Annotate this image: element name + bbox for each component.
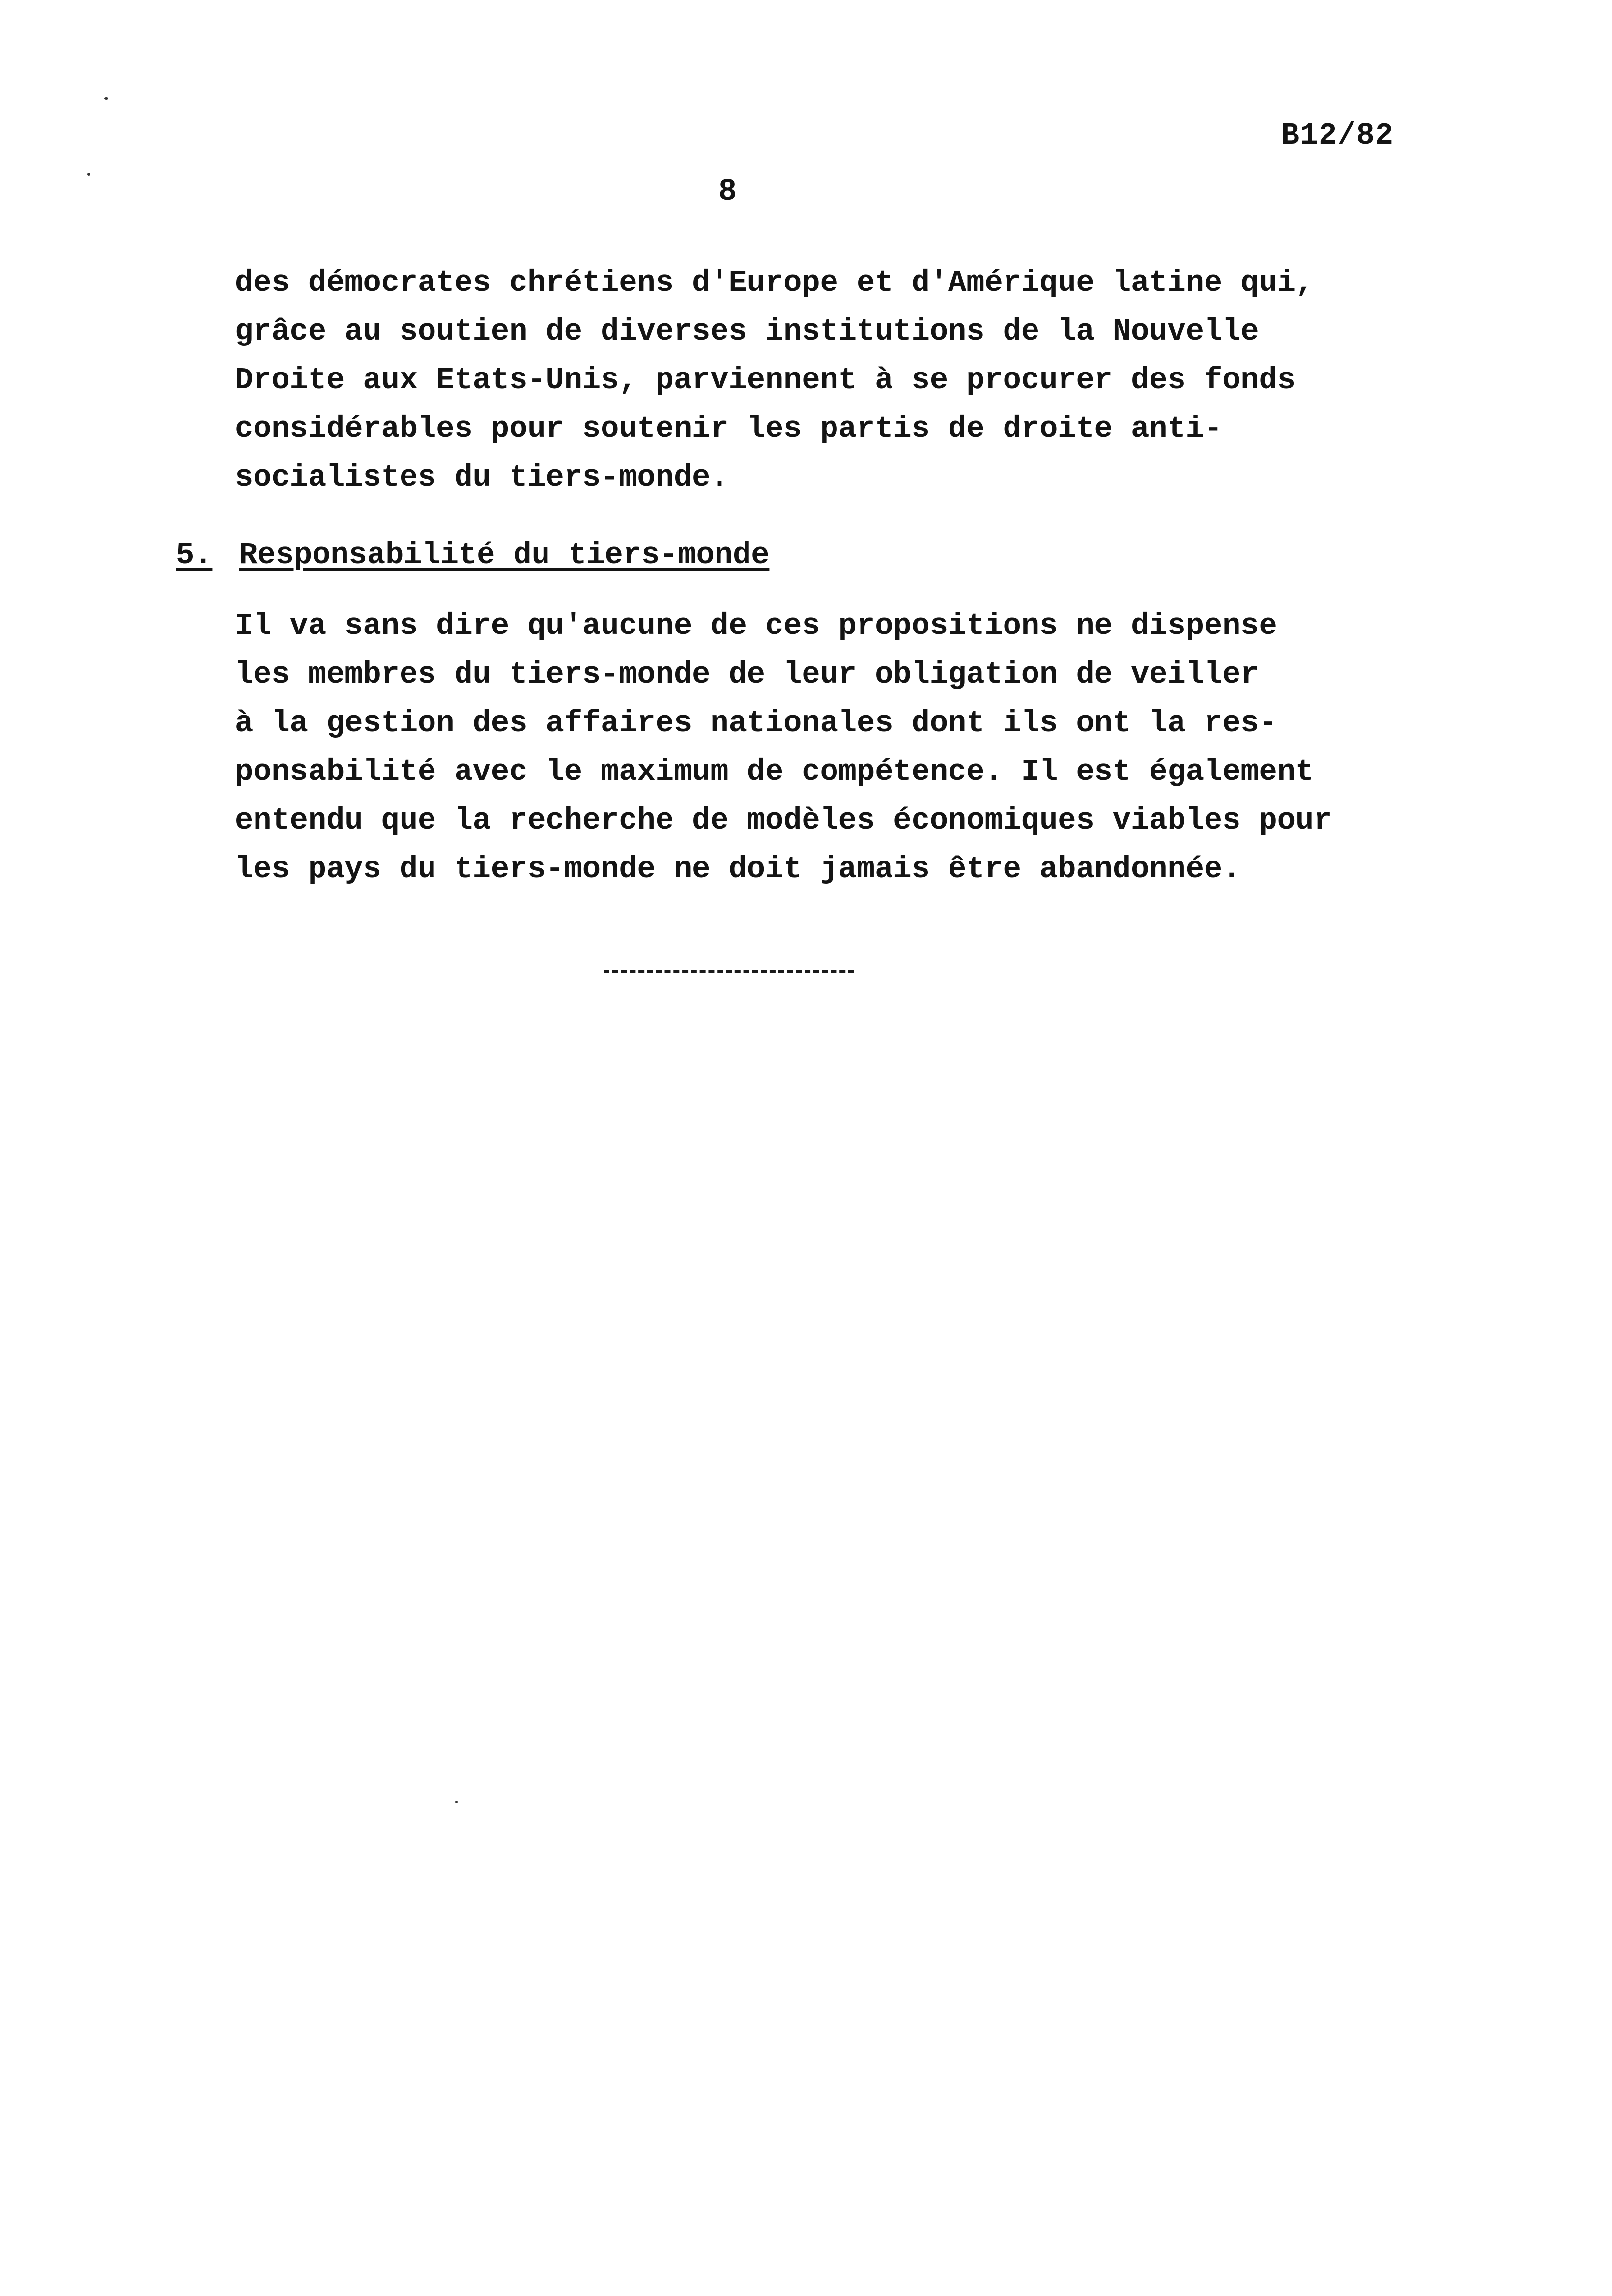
paragraph-line: ponsabilité avec le maximum de compétence. Il est également [235, 754, 1314, 789]
scan-speck [104, 97, 108, 100]
end-of-text-rule [604, 970, 854, 973]
scan-speck [87, 173, 90, 176]
section-number: 5. [176, 538, 213, 573]
section-title: Responsabilité du tiers-monde [239, 538, 770, 573]
section-heading [176, 538, 769, 573]
paragraph-line: considérables pour soutenir les partis de droite anti- [235, 411, 1223, 446]
paragraph-line: grâce au soutien de diverses institutions de la Nouvelle [235, 314, 1259, 349]
paragraph-line: les membres du tiers-monde de leur obligation de veiller [235, 657, 1259, 692]
paragraph-line: Droite aux Etats-Unis, parviennent à se procurer des fonds [235, 363, 1295, 398]
paragraph-line: les pays du tiers-monde ne doit jamais être abandonnée. [235, 852, 1241, 887]
paragraph-line: entendu que la recherche de modèles économiques viables pour [235, 803, 1332, 838]
paragraph-continuation [235, 258, 1414, 502]
paragraph-line: des démocrates chrétiens d'Europe et d'Amérique latine qui, [235, 265, 1314, 300]
paragraph-line: Il va sans dire qu'aucune de ces propositions ne dispense [235, 608, 1277, 643]
section-paragraph [235, 602, 1414, 893]
paragraph-line: à la gestion des affaires nationales dont ils ont la res- [235, 706, 1277, 741]
paragraph-line: socialistes du tiers-monde. [235, 460, 729, 495]
document-reference: B12/82 [1281, 118, 1394, 153]
scan-speck [455, 1801, 458, 1803]
page-number: 8 [719, 174, 737, 209]
